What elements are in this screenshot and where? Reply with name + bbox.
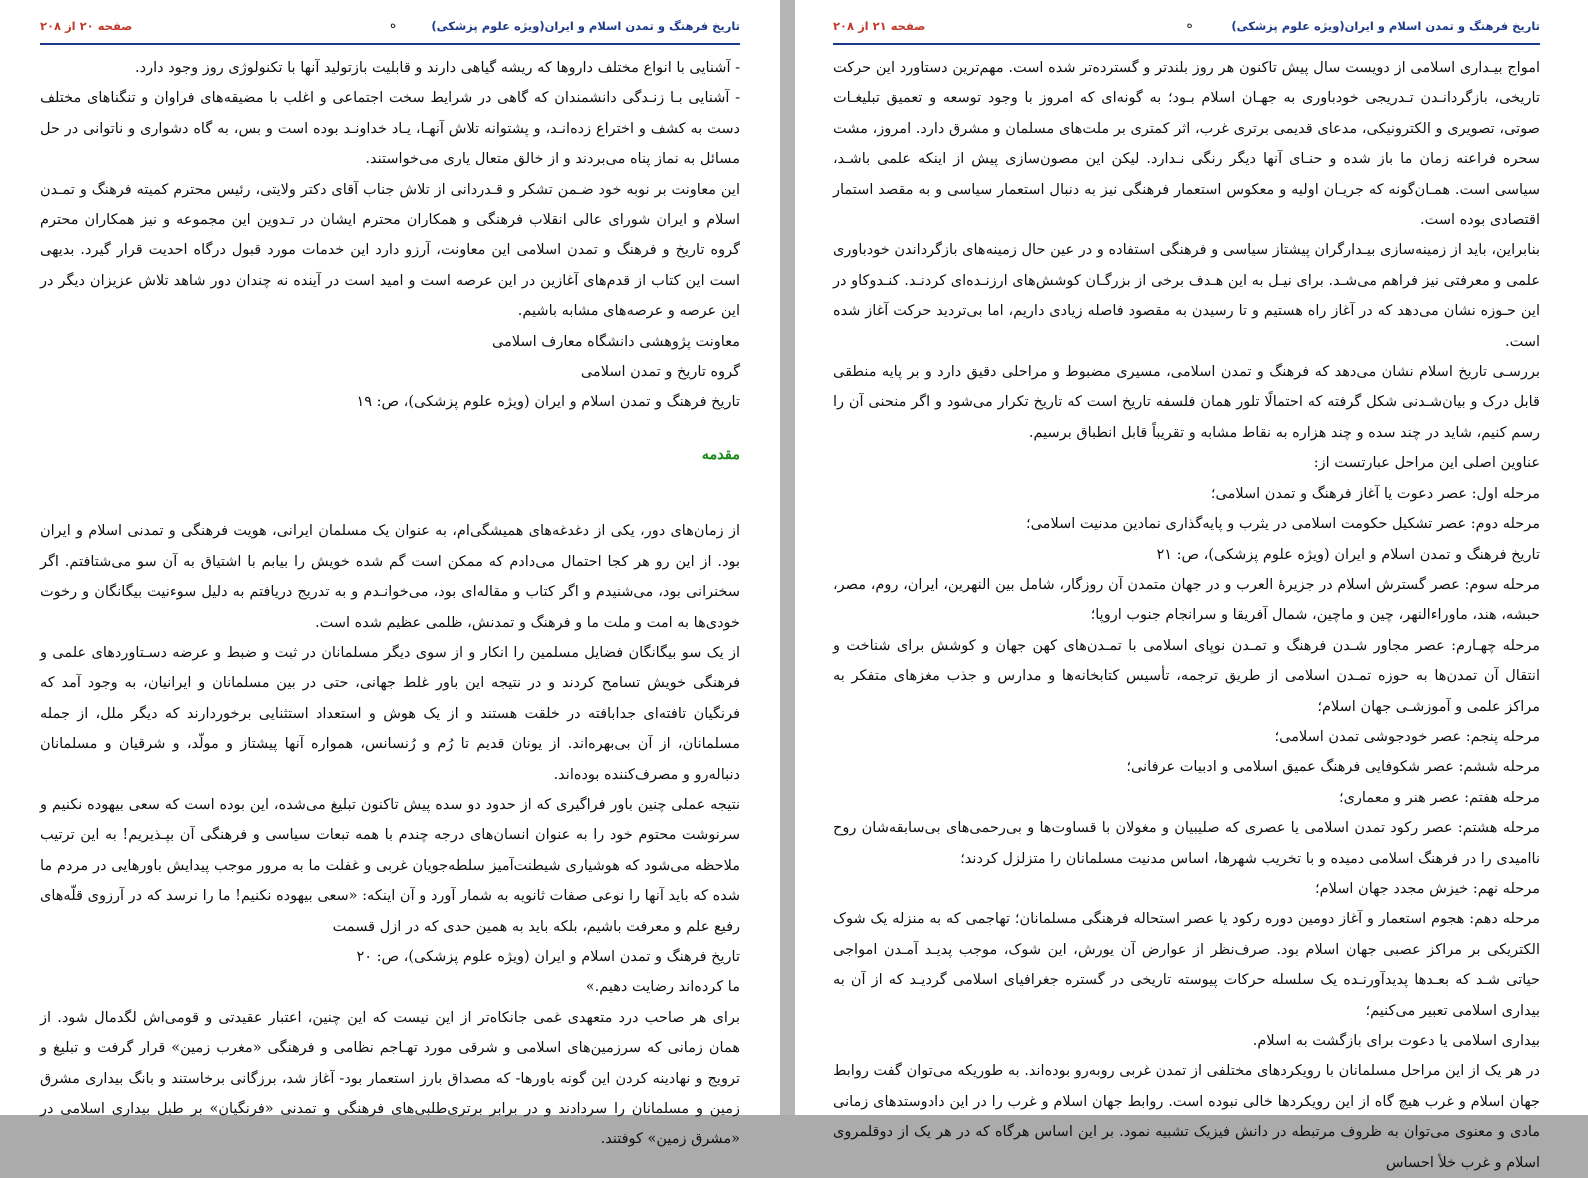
- page-gutter: [780, 0, 795, 1115]
- signature-line: معاونت پژوهشی دانشگاه معارف اسلامی: [492, 333, 740, 350]
- signature-line: گروه تاریخ و تمدن اسلامی: [580, 364, 740, 381]
- paragraph: بررسـی تاریخ اسلام نشان می‌دهد که فرهنگ و تمدن اسلامی، مسیری مضبوط و مراحلی دقیق دارد و بر پایه منطقی قابل درک و بیان‌شـدنی شکل گرفته که احتمالًا تلور همان فلسفه تاریخ است که تاریخ تکرار می‌شود و اگر منحنی آن را رسم کنیم، شاید در چند سده و چند هزاره به نقاط مشابه و تقریباً قابل انطباق برسیم.: [833, 364, 1540, 441]
- header-book-title: تاریخ فرهنگ و تمدن اسلام و ایران(ویژه علوم پزشکی): [431, 19, 740, 33]
- list-item: مرحله هشتم: عصر رکود تمدن اسلامی یا عصری که صلیبیان و مغولان با قساوت‌ها و بی‌رحمی‌های بی‌سابقه‌شان روح ناامیدی را در فرهنگ اسلامی دمیده و با تخریب شهرها، اساس مدنیت مسلمانان را متزلزل کردند؛: [833, 820, 1540, 867]
- paragraph: - آشنایی با انواع مختلف داروها که ریشه گیاهی دارند و قابلیت بازتولید آنها با تکنولوژی روز وجود دارد.: [135, 60, 740, 76]
- header-mark: ه: [390, 17, 397, 31]
- list-item: مرحله دوم: عصر تشکیل حکومت اسلامی در یثرب و پایه‌گذاری نمادین مدنیت اسلامی؛: [1025, 516, 1540, 533]
- page-reference: تاریخ فرهنگ و تمدن اسلام و ایران (ویژه علوم پزشکی)، ص: ۲۱: [1156, 546, 1540, 563]
- list-item: مرحله چهـارم: عصر مجاور شـدن فرهنگ و تمـدن نوپای اسلامی با تمـدن‌های کهن جهان و کوشش برای شناخت و انتقال آن تمدن‌ها به حوزه تمـدن اسلامی از طریق ترجمه، تأسیس کتابخانه‌ها و مدارس و جذب مغزهای متفکر به مراکز علمی و آموزشـی جهان اسلام؛: [833, 637, 1540, 715]
- document-page-21: [795, 0, 1588, 1171]
- document-page-20: [0, 0, 780, 1148]
- paragraph: این معاونت بر نوبه خود ضـمن تشکر و قـدردانی از تلاش جناب آقای دکتر ولایتی، رئیس محترم کمیته فرهنگ و تمـدن اسلام و ایران شورای عالی انقلاب فرهنگی و همکاران محترم ایشان در تـدوین این مجموعه و نیز همکاران محترم گروه تاریخ و فرهنگ و تمدن اسلامی این معاونت، آرزو دارد این خدمات مورد قبول درگاه احدیت قرار گیرد. بدیهی است این کتاب از قدم‌های آغازین در این عرصه است و امید است در آینده نه چندان دور شاهد تلاش عزیزان دیگر در این عرصه و عرصه‌های مشابه باشیم.: [40, 181, 740, 320]
- paragraph: امواج بیـداری اسلامی از دویست سال پیش تاکنون هر روز بلندتر و گسترده‌تر شده است. مهم‌ترین دستاورد این حرکت تاریخی، بازگردانـدن تـدریجی خودباوری به جهـان اسلام بـود؛ به گونه‌ای که امروز با وجود توسعه و تعمیق تبلیغـات صوتی، تصویری و الکترونیکی، مدعای قدیمی برتری غرب، اثر کمتری بر ملت‌های مسلمان و مشرق دارد. امروز، مشت سحره فراعنه زمان ما باز شده و حنـای آنها دیگر رنگی نـدارد. لیکن این مصون‌سازی پیش از اینکه علمی باشـد، سیاسی است. همـان‌گونه که جریـان اولیه و معکوس استعمار فرهنگی نیز به دنبال استعمار سیاسی و به مقصد استمار اقتصادی بوده است.: [833, 60, 1540, 229]
- paragraph: برای هر صاحب درد متعهدی غمی جانکاه‌تر از این نیست که این چنین، اعتبار عقیدتی و قومی‌اش لگدمال شود. از همان زمانی که سرزمین‌های اسلامی و شرقی مورد تهـاجم نظامی و فرهنگی «مغرب زمین» قرار گرفت و تبلیغ و ترویج و نهادینه کردن این گونه باورها- که مصداق بارز استعمار بود- آغاز شد، برزگانی برخاستند و بانگ بیداری مشرق زمین و مسلمانان را سردادند و در برابر برتری‌طلبی‌های فرهنگی و تمدنی «فرنگیان» بر طبل بیداری اسلامی در «مشرق زمین» کوفتند.: [40, 1009, 740, 1148]
- page-reference: تاریخ فرهنگ و تمدن اسلام و ایران (ویژه علوم پزشکی)، ص: ۲۰: [356, 948, 740, 965]
- header-mark: ه: [1186, 17, 1193, 31]
- header-book-title: تاریخ فرهنگ و تمدن اسلام و ایران(ویژه علوم پزشکی): [1231, 19, 1540, 33]
- list-item: مرحله هفتم: عصر هنر و معماری؛: [1338, 789, 1540, 806]
- section-heading: مقدمه: [701, 445, 740, 463]
- page-header: [833, 5, 1540, 45]
- page-body: [833, 45, 1540, 1178]
- list-item: بیداری اسلامی یا دعوت برای بازگشت به اسلام.: [1252, 1033, 1540, 1049]
- paragraph: بنابراین، باید از زمینه‌سازی بیـدارگران پیشتاز سیاسی و فرهنگی استفاده و در عین حال زمینه‌های بازگرداندن خودباوری علمی و معرفتی نیز فراهم می‌شـد. برای نیـل به این هـدف برخی از بزرگـان کوشش‌های ارزنـده‌ای کردنـد. کنـدوکاو در این حـوزه نشان می‌دهد که در آغاز راه هستیم و تا رسیدن به مقصود فاصله زیادی داریم، اما بی‌تردید حرکت آغاز شده است.: [833, 242, 1540, 350]
- paragraph: نتیجه عملی چنین باور فراگیری که از حدود دو سده پیش تاکنون تبلیغ می‌شده، این بوده است که سعی بیهوده نکنیم و سرنوشت محتوم خود را به عنوان انسان‌های درجه چندم با همه تبعات سیاسی و فرهنگی آن بپـذیریم! به این ترتیب ملاحظه می‌شود که هوشیاری شیطنت‌آمیز سلطه‌جویان غربی و غفلت ما به مرور موجب پیدایش باورهایی در مردم ما شده که باید آنها را نوعی صفات ثانویه به شمار آورد و آن اینکه: «سعی بیهوده نکنیم! ما را نرسد که در آرزوی قلّه‌های رفیع علم و معرفت باشیم، بلکه باید به همین حدی که در ازل قسمت: [40, 796, 740, 935]
- paragraph: از یک سو بیگانگان فضایل مسلمین را انکار و از سوی دیگر مسلمانان در ثبت و ضبط و عرضه دسـتاوردهای علمی و فرهنگی خویش تسامح کردند و در نتیجه این باور غلط جهانی، حتی در بین مسلمانان و ایرانیان، به وجود آمد که فرنگیان تافته‌ای جدابافته در خلقت هستند و از یک هوش و استعداد استثنایی برخوردارند که دیگر ملل، از جمله مسلمانان، از آن بی‌بهره‌اند. از یونان قدیم تا رُم و رُنسانس، همواره آنها پیشتاز و مولّد، و شرقیان و مسلمانان دنباله‌رو و مصرف‌کننده بوده‌اند.: [40, 644, 740, 783]
- paragraph: عناوین اصلی این مراحل عبارتست از:: [1313, 455, 1540, 472]
- paragraph: از زمان‌های دور، یکی از دغدغه‌های همیشگی‌ام، به عنوان یک مسلمان ایرانی، هویت فرهنگی و تمدنی اسلام و ایران بود. از این رو هر کجا احتمال می‌دادم که ممکن است گم شده خویش را بیابم با اشتیاق به آن سو می‌شتافتم. اگر سخنرانی بود، می‌شنیدم و اگر کتاب و مقاله‌ای بود، می‌خوانـدم و به تدریج دریافتم به دلیل سوءنیت بیگانگان و رخوت خودی‌ها به امت و ملت ما و فرهنگ و تمدنش، ظلمی عظیم شده است.: [40, 523, 740, 631]
- header-page-indicator: صفحه ۲۰ از ۲۰۸: [40, 19, 133, 33]
- list-item: مرحله اول: عصر دعوت یا آغاز فرهنگ و تمدن اسلامی؛: [1210, 485, 1540, 502]
- page-header: [40, 5, 740, 45]
- list-item: مرحله ششم: عصر شکوفایی فرهنگ عمیق اسلامی و ادبیات عرفانی؛: [1126, 759, 1540, 776]
- list-item: مرحله پنجم: عصر خودجوشی تمدن اسلامی؛: [1274, 728, 1540, 745]
- page-body: [40, 45, 740, 1155]
- paragraph: در هر یک از این مراحل مسلمانان با رویکردهای مختلفی از تمدن غربی روبه‌رو بوده‌اند. به طوریکه می‌توان گفت روابط جهان اسلام و غرب هیچ گاه از این رویکردها خالی نبوده است. روابط جهان اسلام و غرب را در این دادوستدهای زمانی مادی و معنوی می‌توان به ظروف مرتبطه در دانش فیزیک تشبیه نمود. بر این اساس هرگاه که در هر یک از دوقلمروی اسلام و غرب خلأ احساس: [833, 1063, 1540, 1171]
- header-page-indicator: صفحه ۲۱ از ۲۰۸: [833, 19, 926, 33]
- list-item: مرحله نهم: خیزش مجدد جهان اسلام؛: [1315, 880, 1540, 897]
- list-item: مرحله دهم: هجوم استعمار و آغاز دومین دوره رکود یا عصر استحاله فرهنگی مسلمانان؛ تهاجمی که به منزله یک شوک الکتریکی بر مراکز عصبی جهان اسلام بود. صرف‌نظر از عوارض آن یورش، این شوک، موجب پدیـد آمـدن امواجی حیاتی شـد که بعـدها پدیدآورنـده یک سلسله حرکات پیوسته تاریخی در گستره جغرافیای اسلامی گردیـد که از آن به بیداری اسلامی تعبیر می‌کنیم؛: [833, 911, 1540, 1019]
- paragraph: - آشنایی بـا زنـدگی دانشمندان که گاهی در شرایط سخت اجتماعی و اغلب با مضیقه‌های فراوان و تنگناهای مختلف دست به کشف و اختراع زده‌انـد، و پشتوانه تلاش آنهـا، یـاد خداونـد بوده است و بس، به گاه دشواری و ناتوانی در حل مسائل به نماز پناه می‌بردند و از خالق متعال یاری می‌خواستند.: [40, 90, 740, 168]
- paragraph: ما کرده‌اند رضایت دهیم.»: [585, 979, 740, 996]
- list-item: مرحله سوم: عصر گسترش اسلام در جزیرهٔ العرب و در جهان متمدن آن روزگار، شامل بین النهرین، ایران، روم، مصر، حبشه، هند، ماوراءالنهر، چین و ماچین، شمال آفریقا و سرانجام جنوب اروپا؛: [833, 576, 1540, 624]
- page-reference: تاریخ فرهنگ و تمدن اسلام و ایران (ویژه علوم پزشکی)، ص: ۱۹: [356, 394, 740, 411]
